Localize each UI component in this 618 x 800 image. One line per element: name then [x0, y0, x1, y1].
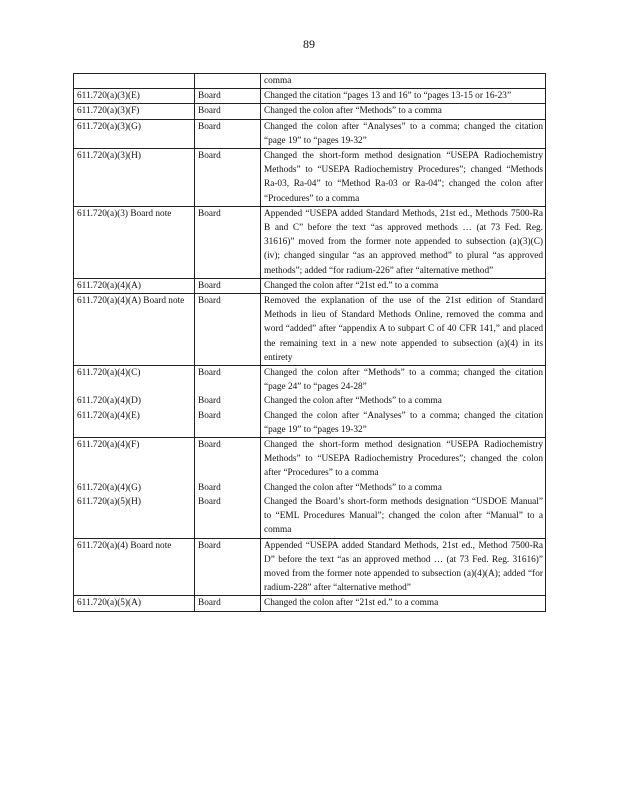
table-row	[74, 278, 546, 293]
actor-cell	[195, 294, 261, 366]
change-description: Changed the citation “pages 13 and 16” to “pages 13-15 or 16-23”	[264, 91, 512, 102]
section-ref: 611.720(a)(4)(F)	[77, 440, 140, 451]
change-description: Changed the colon after “Methods” to a comma	[264, 106, 442, 117]
section-ref: 611.720(a)(4)(A)	[77, 280, 141, 291]
actor-name: Board	[198, 396, 221, 407]
change-description: comma	[264, 76, 292, 86]
section-cell	[74, 366, 195, 438]
change-description: Changed the colon after “Methods” to a comma	[264, 396, 442, 407]
section-cell	[74, 294, 195, 366]
actor-name: Board	[198, 482, 221, 493]
section-cell	[74, 438, 195, 538]
table-row	[74, 74, 546, 89]
change-description: Appended “USEPA added Standard Methods, 21st ed., Method 7500-Ra D” before the text “as an approved method … (at 73 Fed. Reg. 31616)” moved from the former note appended to subsection (a)(4)(A); added “for radium-228” after “alternative method”	[264, 540, 543, 594]
actor-cell	[195, 366, 261, 438]
description-cell	[261, 278, 546, 293]
actor-name: Board	[198, 540, 221, 551]
section-cell	[74, 278, 195, 293]
table-row	[74, 104, 546, 119]
table-row	[74, 538, 546, 596]
change-description: Changed the colon after “Methods” to a comma	[264, 482, 442, 493]
actor-name: Board	[198, 440, 221, 451]
section-ref: 611.720(a)(3)(F)	[77, 106, 140, 117]
section-ref: 611.720(a)(4) Board note	[77, 540, 172, 551]
table-row	[74, 119, 546, 148]
change-description: Changed the colon after “Methods” to a comma; changed the citation “page 24” to “pages 24-28”	[264, 368, 543, 393]
actor-name: Board	[198, 208, 221, 219]
table-row	[74, 149, 546, 207]
section-cell	[74, 149, 195, 207]
actor-name: Board	[198, 496, 221, 507]
section-cell	[74, 89, 195, 104]
description-cell	[261, 366, 546, 438]
description-cell	[261, 89, 546, 104]
section-ref: 611.720(a)(4)(E)	[77, 410, 140, 421]
table-row	[74, 206, 546, 278]
amendments-table-body	[74, 74, 546, 612]
actor-name: Board	[198, 121, 221, 132]
actor-name: Board	[198, 91, 221, 102]
change-description: Changed the colon after “Analyses” to a comma; changed the citation “page 19” to “pages 19-32”	[264, 121, 543, 146]
description-cell	[261, 119, 546, 148]
actor-cell	[195, 538, 261, 596]
section-ref: 611.720(a)(3) Board note	[77, 208, 172, 219]
actor-cell	[195, 119, 261, 148]
description-cell	[261, 104, 546, 119]
change-description: Changed the Board’s short-form methods designation “USDOE Manual” to “EML Procedures Manual”; changed the colon after “Manual” to a comma	[264, 496, 543, 536]
section-ref: 611.720(a)(4)(A) Board note	[77, 296, 185, 307]
section-ref: 611.720(a)(4)(C)	[77, 368, 141, 379]
actor-cell	[195, 438, 261, 538]
table-row	[74, 438, 546, 538]
description-cell	[261, 149, 546, 207]
section-ref: 611.720(a)(3)(H)	[77, 151, 141, 162]
amendments-table	[73, 73, 546, 612]
description-cell	[261, 596, 546, 611]
section-cell	[74, 596, 195, 611]
actor-cell	[195, 149, 261, 207]
change-description: Changed the colon after “21st ed.” to a comma	[264, 280, 439, 291]
actor-cell	[195, 104, 261, 119]
section-cell	[74, 206, 195, 278]
actor-name: Board	[198, 106, 221, 117]
description-cell	[261, 538, 546, 596]
change-description: Changed the colon after “21st ed.” to a comma	[264, 598, 439, 609]
change-description: Changed the colon after “Analyses” to a comma; changed the citation “page 19” to “pages 19-32”	[264, 410, 543, 435]
table-row	[74, 89, 546, 104]
actor-cell	[195, 89, 261, 104]
page-number: 89	[303, 37, 315, 51]
actor-name: Board	[198, 598, 221, 609]
actor-name: Board	[198, 410, 221, 421]
section-cell	[74, 104, 195, 119]
actor-cell	[195, 278, 261, 293]
change-description: Removed the explanation of the use of the 21st edition of Standard Methods in lieu of Standard Methods Online, removed the comma and word “added” after “appendix A to subpart C of 40 CFR 141,” and placed the remaining text in a new note appended to subsection (a)(4) in its entirety	[264, 296, 543, 363]
section-ref: 611.720(a)(5)(A)	[77, 598, 141, 609]
section-ref: 611.720(a)(4)(G)	[77, 482, 141, 493]
actor-name: Board	[198, 280, 221, 291]
actor-name: Board	[198, 368, 221, 379]
section-cell	[74, 74, 195, 89]
table-row	[74, 294, 546, 366]
actor-cell	[195, 206, 261, 278]
actor-cell	[195, 74, 261, 89]
actor-name: Board	[198, 151, 221, 162]
description-cell	[261, 294, 546, 366]
description-cell	[261, 206, 546, 278]
section-ref: 611.720(a)(4)(D)	[77, 396, 141, 407]
section-ref: 611.720(a)(3)(E)	[77, 91, 140, 102]
change-description: Appended “USEPA added Standard Methods, 21st ed., Methods 7500-Ra B and C” before the text “as approved methods … (at 73 Fed. Reg. 31616)” moved from the former note appended to subsection (a)(3)(C)(iv); changed singular “as an approved method” to plural “as approved methods”; added “for radium-226” after “alternative method”	[264, 208, 543, 276]
description-cell	[261, 438, 546, 538]
table-row	[74, 596, 546, 611]
description-cell	[261, 74, 546, 89]
change-description: Changed the short-form method designation “USEPA Radiochemistry Methods” to “USEPA Radiochemistry Procedures”; changed “Methods Ra-03, Ra-04” to “Method Ra-03 or Ra-04”; changed the colon after “Procedures” to a comma	[264, 151, 543, 204]
table-row	[74, 366, 546, 438]
section-ref: 611.720(a)(3)(G)	[77, 121, 141, 132]
section-ref: 611.720(a)(5)(H)	[77, 496, 141, 507]
section-cell	[74, 119, 195, 148]
change-description: Changed the short-form method designation “USEPA Radiochemistry Methods” to “USEPA Radiochemistry Procedures”; changed the colon after “Procedures” to a comma	[264, 440, 543, 479]
section-cell	[74, 538, 195, 596]
actor-name: Board	[198, 296, 221, 307]
actor-cell	[195, 596, 261, 611]
